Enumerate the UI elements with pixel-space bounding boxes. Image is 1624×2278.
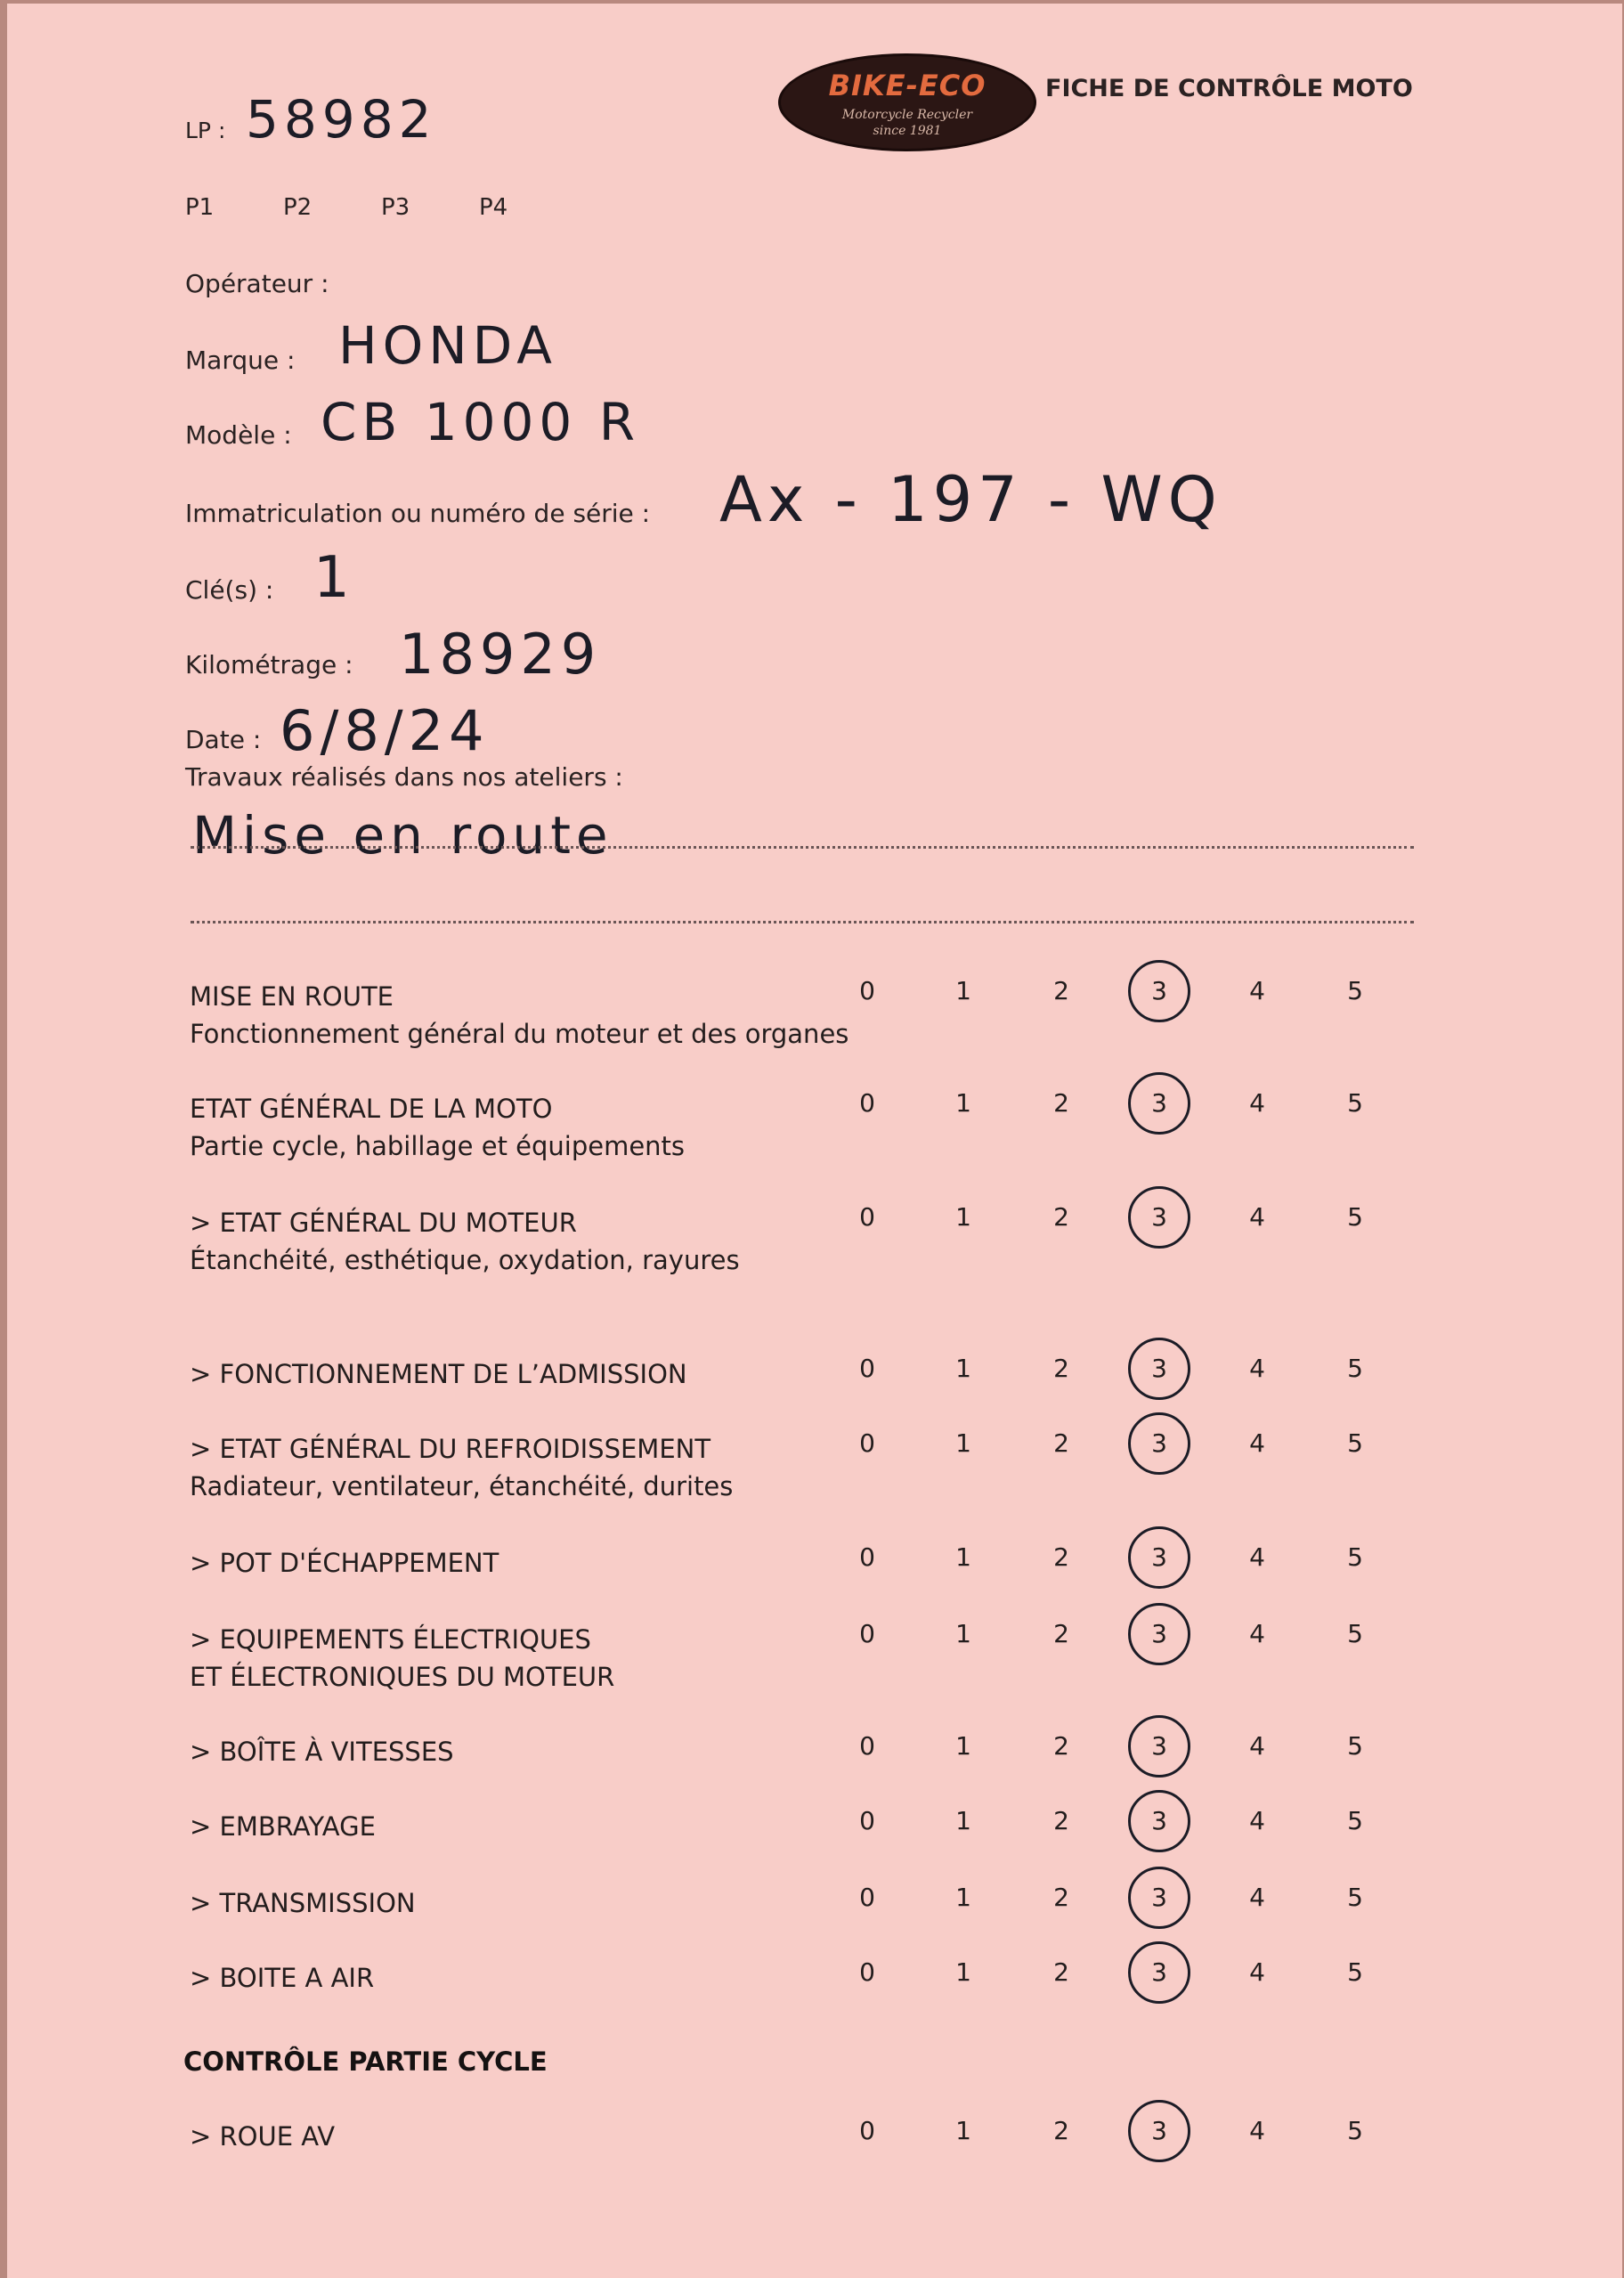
score-option-3[interactable]: 3 bbox=[1151, 1957, 1167, 1987]
score-option-1[interactable]: 1 bbox=[955, 976, 971, 1005]
score-option-1[interactable]: 1 bbox=[955, 1883, 971, 1912]
operator-label: Opérateur : bbox=[185, 269, 329, 298]
logo-tagline-year: since 1981 bbox=[873, 124, 942, 138]
score-option-3[interactable]: 3 bbox=[1151, 1428, 1167, 1458]
score-option-5[interactable]: 5 bbox=[1347, 2116, 1363, 2145]
score-option-2[interactable]: 2 bbox=[1053, 1619, 1069, 1648]
score-option-2[interactable]: 2 bbox=[1053, 1806, 1069, 1835]
score-option-5[interactable]: 5 bbox=[1347, 1542, 1363, 1572]
selected-score-circle bbox=[1128, 1603, 1190, 1665]
score-option-5[interactable]: 5 bbox=[1347, 976, 1363, 1005]
score-option-0[interactable]: 0 bbox=[859, 2116, 875, 2145]
position-p4[interactable]: P4 bbox=[479, 194, 508, 221]
score-option-1[interactable]: 1 bbox=[955, 1088, 971, 1118]
score-option-4[interactable]: 4 bbox=[1249, 1202, 1265, 1232]
score-option-2[interactable]: 2 bbox=[1053, 1354, 1069, 1383]
score-option-4[interactable]: 4 bbox=[1249, 1088, 1265, 1118]
rating-item-title: > ETAT GÉNÉRAL DU MOTEUR bbox=[190, 1208, 577, 1238]
score-option-3[interactable]: 3 bbox=[1151, 1619, 1167, 1648]
rating-item-title: > EMBRAYAGE bbox=[190, 1811, 376, 1842]
score-option-5[interactable]: 5 bbox=[1347, 1957, 1363, 1987]
works-line-1 bbox=[191, 846, 1414, 849]
score-option-2[interactable]: 2 bbox=[1053, 1428, 1069, 1458]
selected-score-circle bbox=[1128, 2100, 1190, 2162]
rating-item-subtitle: Radiateur, ventilateur, étanchéité, durites bbox=[190, 1471, 734, 1501]
score-option-3[interactable]: 3 bbox=[1151, 1883, 1167, 1912]
selected-score-circle bbox=[1128, 960, 1190, 1022]
document-title: FICHE DE CONTRÔLE MOTO bbox=[1045, 75, 1413, 102]
score-option-2[interactable]: 2 bbox=[1053, 1542, 1069, 1572]
score-option-0[interactable]: 0 bbox=[859, 1619, 875, 1648]
rating-item-title: > POT D'ÉCHAPPEMENT bbox=[190, 1548, 499, 1578]
rating-item-title: > TRANSMISSION bbox=[190, 1888, 416, 1918]
date-value[interactable]: 6/8/24 bbox=[280, 698, 490, 763]
selected-score-circle bbox=[1128, 1186, 1190, 1249]
score-option-2[interactable]: 2 bbox=[1053, 1731, 1069, 1761]
score-option-1[interactable]: 1 bbox=[955, 1202, 971, 1232]
control-sheet bbox=[7, 4, 1622, 2278]
score-option-2[interactable]: 2 bbox=[1053, 1202, 1069, 1232]
score-option-1[interactable]: 1 bbox=[955, 2116, 971, 2145]
score-option-4[interactable]: 4 bbox=[1249, 1883, 1265, 1912]
score-option-1[interactable]: 1 bbox=[955, 1619, 971, 1648]
score-option-3[interactable]: 3 bbox=[1151, 2116, 1167, 2145]
logo-tagline: Motorcycle Recycler bbox=[841, 108, 973, 122]
position-p2[interactable]: P2 bbox=[283, 194, 313, 221]
selected-score-circle bbox=[1128, 1790, 1190, 1852]
score-option-1[interactable]: 1 bbox=[955, 1354, 971, 1383]
model-value[interactable]: CB 1000 R bbox=[321, 392, 641, 452]
score-option-3[interactable]: 3 bbox=[1151, 1088, 1167, 1118]
brand-label: Marque : bbox=[185, 346, 296, 375]
score-option-0[interactable]: 0 bbox=[859, 1088, 875, 1118]
position-p3[interactable]: P3 bbox=[381, 194, 410, 221]
score-option-1[interactable]: 1 bbox=[955, 1542, 971, 1572]
rating-item-title: ETAT GÉNÉRAL DE LA MOTO bbox=[190, 1094, 553, 1124]
selected-score-circle bbox=[1128, 1867, 1190, 1929]
score-option-2[interactable]: 2 bbox=[1053, 1883, 1069, 1912]
bike-eco-logo bbox=[778, 53, 1036, 151]
score-option-3[interactable]: 3 bbox=[1151, 976, 1167, 1005]
score-option-2[interactable]: 2 bbox=[1053, 976, 1069, 1005]
selected-score-circle bbox=[1128, 1412, 1190, 1475]
score-option-0[interactable]: 0 bbox=[859, 1202, 875, 1232]
position-p1[interactable]: P1 bbox=[185, 194, 215, 221]
brand-value[interactable]: HONDA bbox=[338, 315, 557, 376]
score-option-1[interactable]: 1 bbox=[955, 1957, 971, 1987]
score-option-5[interactable]: 5 bbox=[1347, 1088, 1363, 1118]
works-label: Travaux réalisés dans nos ateliers : bbox=[185, 762, 623, 792]
date-label: Date : bbox=[185, 725, 262, 754]
score-option-4[interactable]: 4 bbox=[1249, 2116, 1265, 2145]
score-option-3[interactable]: 3 bbox=[1151, 1806, 1167, 1835]
score-option-2[interactable]: 2 bbox=[1053, 2116, 1069, 2145]
score-option-2[interactable]: 2 bbox=[1053, 1088, 1069, 1118]
score-option-4[interactable]: 4 bbox=[1249, 1354, 1265, 1383]
score-option-0[interactable]: 0 bbox=[859, 976, 875, 1005]
rating-item-title: > ROUE AV bbox=[190, 2121, 336, 2152]
score-option-5[interactable]: 5 bbox=[1347, 1883, 1363, 1912]
score-option-0[interactable]: 0 bbox=[859, 1883, 875, 1912]
mileage-label: Kilométrage : bbox=[185, 650, 353, 679]
lp-label: LP : bbox=[185, 118, 226, 143]
rating-item-title: > BOITE A AIR bbox=[190, 1963, 375, 1993]
keys-value[interactable]: 1 bbox=[313, 545, 355, 611]
score-option-0[interactable]: 0 bbox=[859, 1806, 875, 1835]
rating-item-title: > ETAT GÉNÉRAL DU REFROIDISSEMENT bbox=[190, 1434, 711, 1464]
score-option-0[interactable]: 0 bbox=[859, 1731, 875, 1761]
score-option-4[interactable]: 4 bbox=[1249, 1806, 1265, 1835]
score-option-4[interactable]: 4 bbox=[1249, 1957, 1265, 1987]
score-option-4[interactable]: 4 bbox=[1249, 976, 1265, 1005]
score-option-4[interactable]: 4 bbox=[1249, 1731, 1265, 1761]
score-option-1[interactable]: 1 bbox=[955, 1731, 971, 1761]
section-heading-cycle: CONTRÔLE PARTIE CYCLE bbox=[183, 2046, 548, 2077]
score-option-1[interactable]: 1 bbox=[955, 1428, 971, 1458]
keys-label: Clé(s) : bbox=[185, 575, 274, 605]
score-option-2[interactable]: 2 bbox=[1053, 1957, 1069, 1987]
score-option-4[interactable]: 4 bbox=[1249, 1542, 1265, 1572]
score-option-4[interactable]: 4 bbox=[1249, 1428, 1265, 1458]
score-option-3[interactable]: 3 bbox=[1151, 1354, 1167, 1383]
works-line-2 bbox=[191, 921, 1414, 923]
rating-item-subtitle: Fonctionnement général du moteur et des organes bbox=[190, 1019, 849, 1049]
score-option-3[interactable]: 3 bbox=[1151, 1542, 1167, 1572]
score-option-5[interactable]: 5 bbox=[1347, 1806, 1363, 1835]
score-option-3[interactable]: 3 bbox=[1151, 1731, 1167, 1761]
registration-value[interactable]: Ax - 197 - WQ bbox=[719, 463, 1222, 536]
rating-item-title: > EQUIPEMENTS ÉLECTRIQUES bbox=[190, 1624, 591, 1655]
rating-item-title: > FONCTIONNEMENT DE L’ADMISSION bbox=[190, 1359, 687, 1389]
rating-item-title: MISE EN ROUTE bbox=[190, 981, 394, 1012]
score-option-0[interactable]: 0 bbox=[859, 1428, 875, 1458]
registration-label: Immatriculation ou numéro de série : bbox=[185, 499, 651, 528]
selected-score-circle bbox=[1128, 1526, 1190, 1589]
logo-text: BIKE-ECO bbox=[828, 69, 987, 102]
selected-score-circle bbox=[1128, 1715, 1190, 1778]
rating-item-title: > BOÎTE À VITESSES bbox=[190, 1737, 454, 1767]
score-option-5[interactable]: 5 bbox=[1347, 1731, 1363, 1761]
score-option-3[interactable]: 3 bbox=[1151, 1202, 1167, 1232]
model-label: Modèle : bbox=[185, 420, 292, 450]
selected-score-circle bbox=[1128, 1941, 1190, 2004]
score-option-1[interactable]: 1 bbox=[955, 1806, 971, 1835]
rating-item-subtitle: ET ÉLECTRONIQUES DU MOTEUR bbox=[190, 1662, 615, 1692]
rating-item-subtitle: Partie cycle, habillage et équipements bbox=[190, 1131, 686, 1161]
score-option-5[interactable]: 5 bbox=[1347, 1202, 1363, 1232]
selected-score-circle bbox=[1128, 1338, 1190, 1400]
lp-value[interactable]: 58982 bbox=[246, 89, 437, 150]
score-option-5[interactable]: 5 bbox=[1347, 1619, 1363, 1648]
rating-item-subtitle: Étanchéité, esthétique, oxydation, rayures bbox=[190, 1245, 740, 1275]
score-option-4[interactable]: 4 bbox=[1249, 1619, 1265, 1648]
score-option-0[interactable]: 0 bbox=[859, 1354, 875, 1383]
mileage-value[interactable]: 18929 bbox=[399, 622, 602, 687]
selected-score-circle bbox=[1128, 1072, 1190, 1135]
score-option-5[interactable]: 5 bbox=[1347, 1428, 1363, 1458]
score-option-0[interactable]: 0 bbox=[859, 1542, 875, 1572]
works-value[interactable]: Mise en route bbox=[192, 805, 613, 866]
score-option-5[interactable]: 5 bbox=[1347, 1354, 1363, 1383]
score-option-0[interactable]: 0 bbox=[859, 1957, 875, 1987]
